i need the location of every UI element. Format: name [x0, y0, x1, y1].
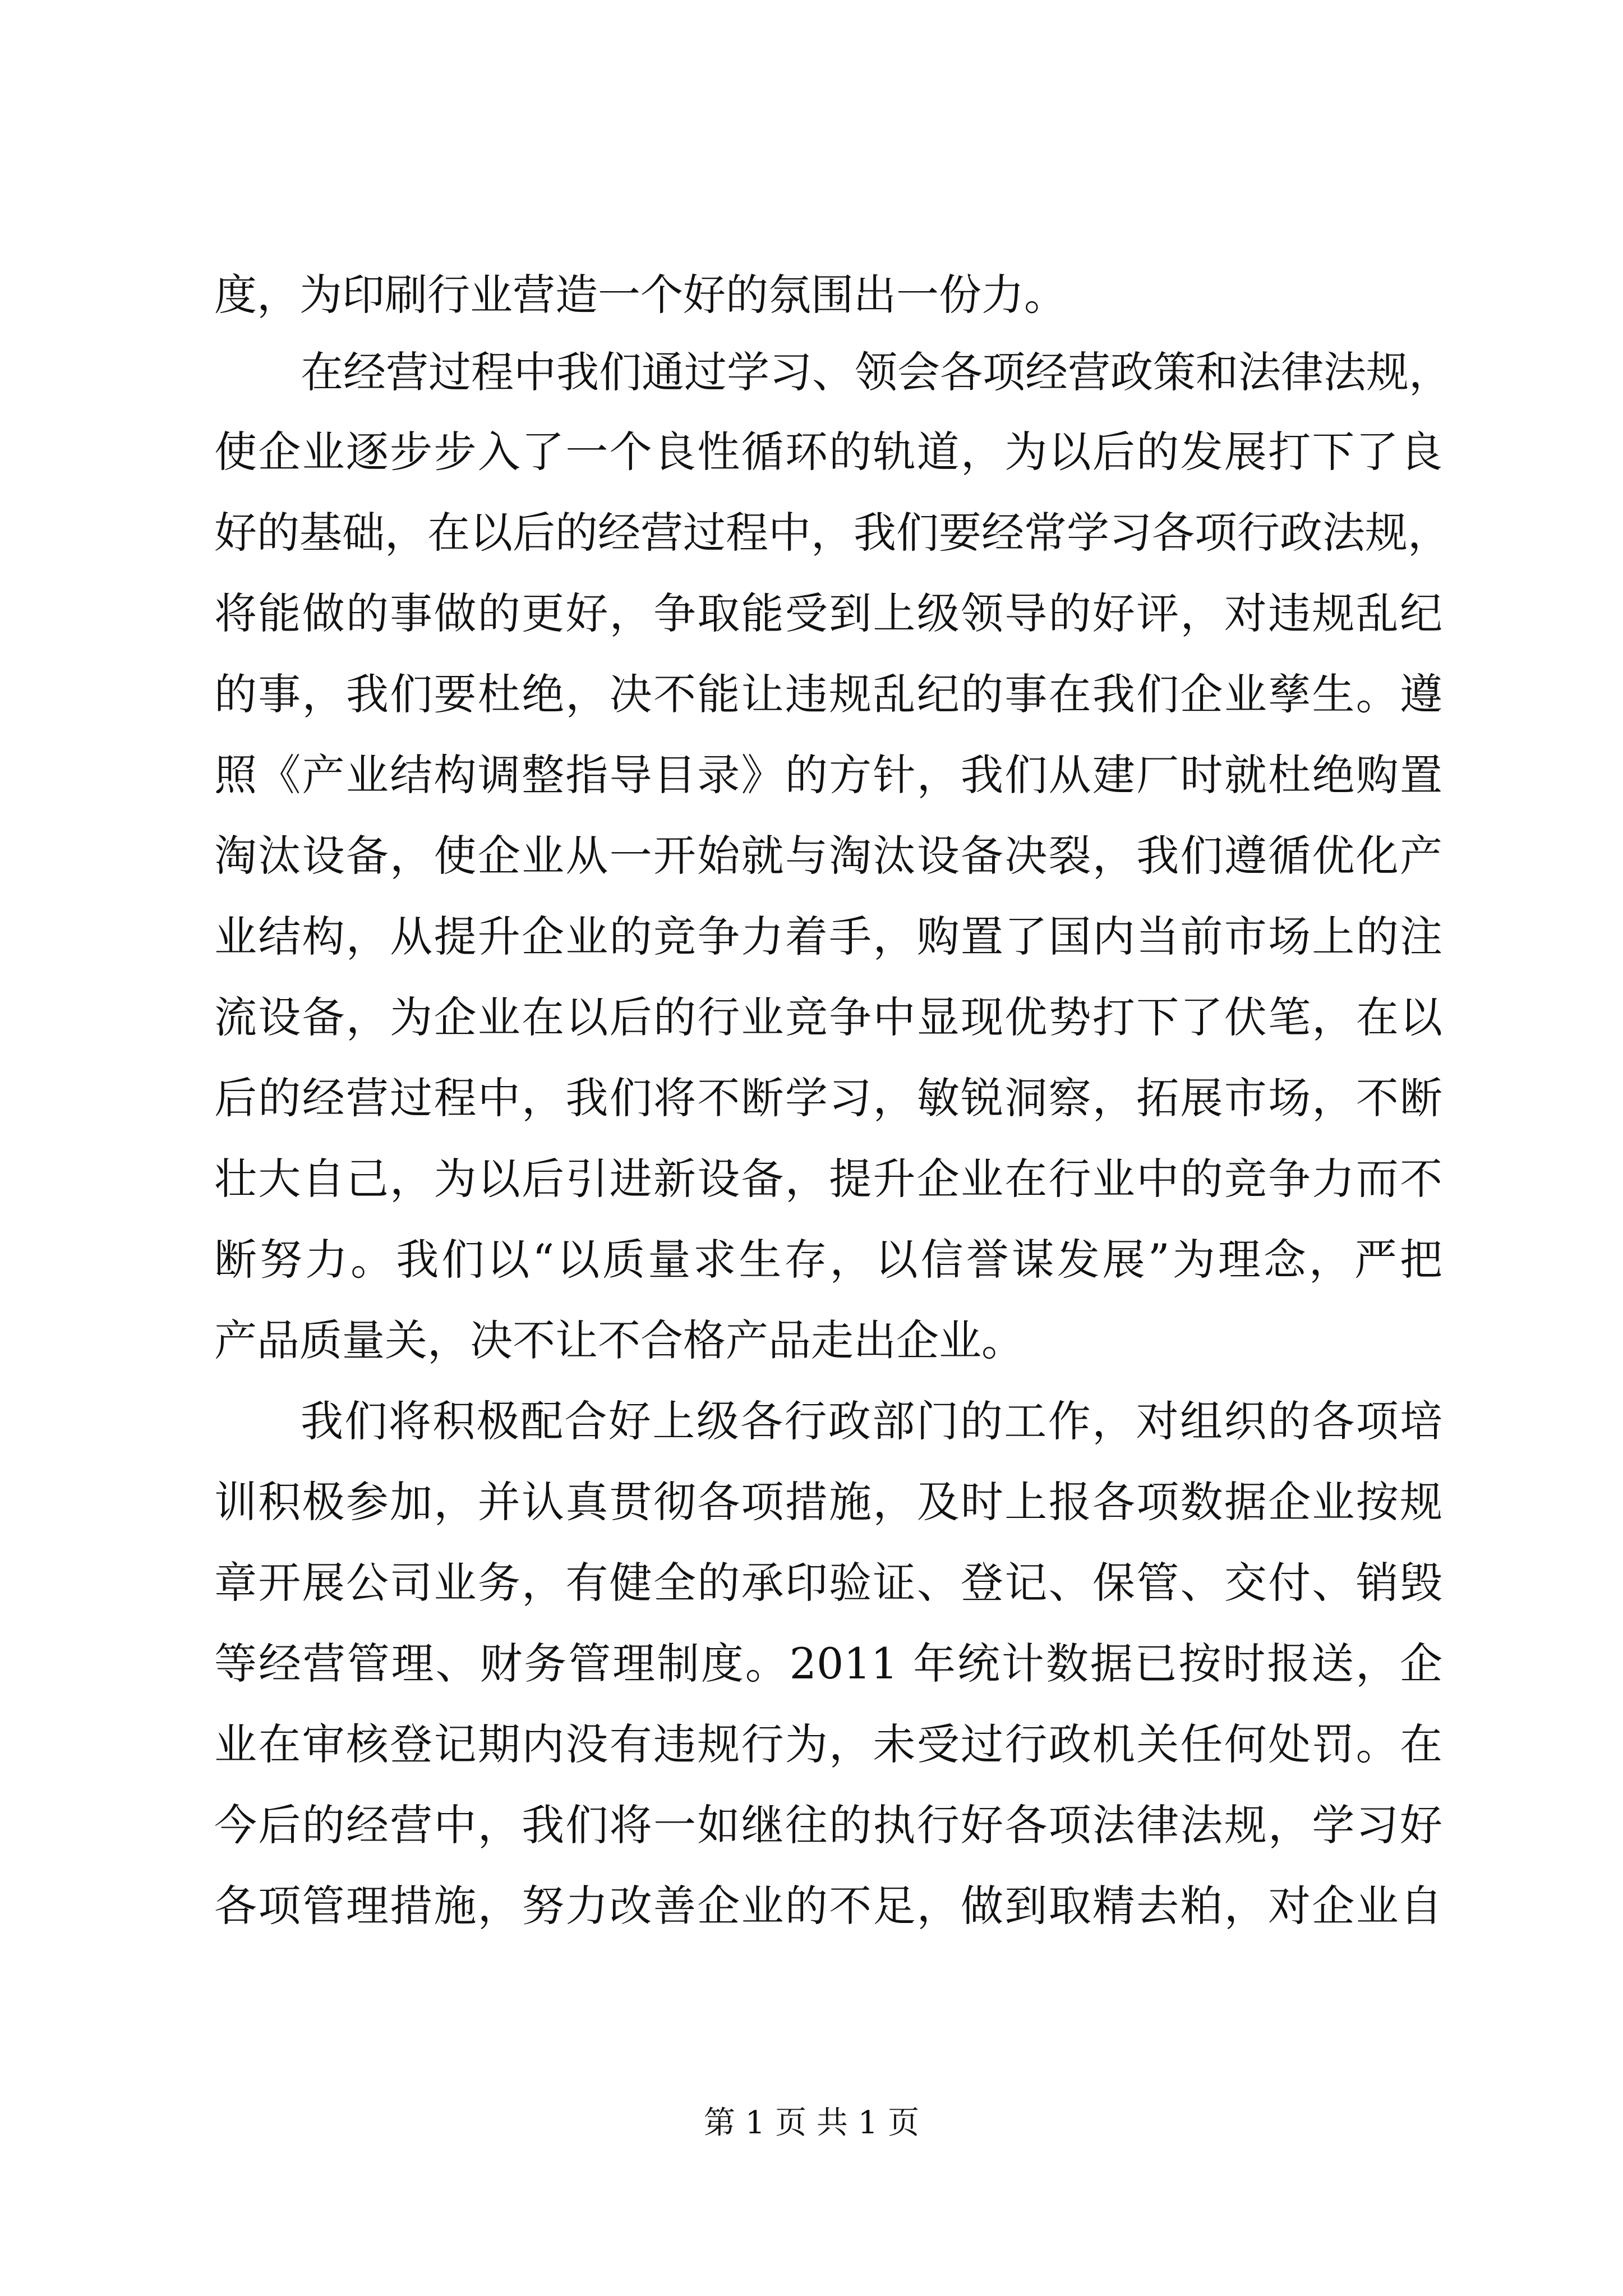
text-line: 章开展公司业务，有健全的承印验证、登记、保管、交付、销毁 [214, 1558, 1442, 1608]
text-line: 度，为印刷行业营造一个好的氛围出一份力。 [214, 270, 1067, 320]
text-line: 使企业逐步步入了一个良性循环的轨道，为以后的发展打下了良 [214, 427, 1442, 477]
paragraph-first-line: 在经营过程中我们通过学习、领会各项经营政策和法律法规， [301, 347, 1451, 397]
text-line: 照《产业结构调整指导目录》的方针，我们从建厂时就杜绝购置 [214, 750, 1442, 800]
text-line: 业结构，从提升企业的竞争力着手，购置了国内当前市场上的注 [214, 912, 1442, 961]
text-line: 的事，我们要杜绝，决不能让违规乱纪的事在我们企业孳生。遵 [214, 669, 1442, 719]
text-line: 产品质量关，决不让不合格产品走出企业。 [214, 1315, 1024, 1365]
text-line: 等经营管理、财务管理制度。2011 年统计数据已按时报送，企 [214, 1639, 1442, 1688]
paragraph-first-line: 我们将积极配合好上级各行政部门的工作，对组织的各项培 [301, 1396, 1442, 1446]
text-line: 壮大自己，为以后引进新设备，提升企业在行业中的竞争力而不 [214, 1154, 1442, 1204]
text-line: 今后的经营中，我们将一如继往的执行好各项法律法规，学习好 [214, 1800, 1442, 1850]
text-line: 后的经营过程中，我们将不断学习，敏锐洞察，拓展市场，不断 [214, 1073, 1442, 1123]
page-footer: 第 1 页 共 1 页 [703, 2105, 920, 2141]
text-line: 好的基础，在以后的经营过程中，我们要经常学习各项行政法规， [214, 508, 1450, 558]
text-line: 各项管理措施，努力改善企业的不足，做到取精去粕，对企业自 [214, 1881, 1442, 1931]
text-line: 断努力。我们以“以质量求生存，以信誉谋发展”为理念，严把 [214, 1235, 1442, 1285]
text-line: 将能做的事做的更好，争取能受到上级领导的好评，对违规乱纪 [214, 588, 1442, 638]
text-line: 淘汰设备，使企业从一开始就与淘汰设备决裂，我们遵循优化产 [214, 831, 1442, 881]
text-line: 业在审核登记期内没有违规行为，未受过行政机关任何处罚。在 [214, 1719, 1442, 1769]
text-line: 训积极参加，并认真贯彻各项措施，及时上报各项数据企业按规 [214, 1477, 1442, 1527]
text-line: 流设备，为企业在以后的行业竞争中显现优势打下了伏笔，在以 [214, 992, 1442, 1042]
